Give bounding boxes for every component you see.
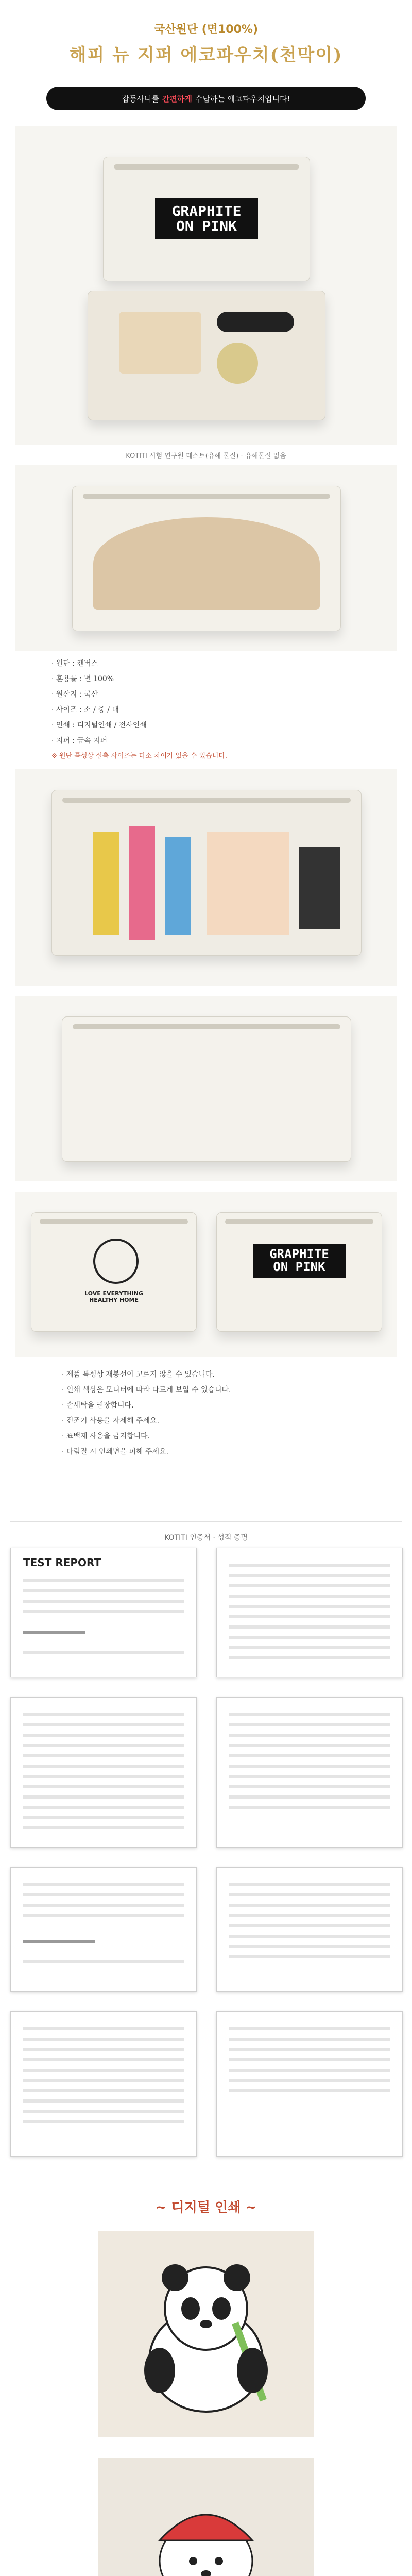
product-title: 해피 뉴 지퍼 에코파우치(천막이): [69, 45, 343, 65]
report-doc-4: [216, 1697, 403, 1848]
notice-item: · 제품 특성상 재봉선이 고르지 않을 수 있습니다.: [62, 1370, 215, 1379]
notice-item: · 인쇄 색상은 모니터에 따라 다르게 보일 수 있습니다.: [62, 1386, 231, 1394]
digital-title-text: 디지털 인쇄: [171, 2200, 241, 2215]
item-lipstick: [217, 312, 294, 332]
pouch-filled: [52, 790, 362, 956]
item-pen: [129, 826, 155, 940]
notice-item: · 건조기 사용을 자제해 주세요.: [62, 1417, 159, 1425]
digital-panda-art: [98, 2231, 314, 2437]
spec-item: · 혼용률 : 면 100%: [52, 675, 114, 683]
spec-item: · 인쇄 : 디지털인쇄 / 전사인쇄: [52, 721, 147, 730]
report-doc-1: [10, 1548, 197, 1677]
pouch-inner: [93, 517, 320, 610]
report-doc-8: [216, 2011, 403, 2157]
pouch-empty: [72, 486, 341, 631]
item-case: [299, 847, 340, 929]
report-doc-3: [10, 1697, 197, 1848]
pouch-front: [103, 157, 310, 281]
zipper-icon: [73, 1024, 340, 1029]
item-compact: [217, 343, 258, 384]
spec-item: · 지퍼 : 금속 지퍼: [52, 737, 108, 745]
graphite-logo: [155, 198, 258, 239]
notice-item: · 손세탁을 권장합니다.: [62, 1401, 134, 1410]
pouch-open: [88, 291, 325, 420]
test-report-grid: [0, 1548, 412, 2166]
logo-line1: GRAPHITE: [171, 202, 242, 219]
divider: [10, 1521, 402, 1522]
small-logo-line1: LOVE EVERYTHING: [84, 1290, 143, 1297]
doc-heading: TEST REPORT: [23, 1556, 101, 1569]
zipper-icon: [225, 1219, 373, 1224]
notice-item: · 다림질 시 인쇄면을 피해 주세요.: [62, 1448, 168, 1456]
two-pouches-photo: [15, 1192, 397, 1357]
logo-line2: ON PINK: [273, 1260, 325, 1275]
pouch-flat: [62, 1016, 351, 1162]
intro-banner: [46, 87, 366, 110]
notice-list: [62, 1367, 350, 1460]
pouch-large: [216, 1212, 382, 1332]
origin-badge: 국산원단 (면100%): [154, 23, 258, 36]
test-caption: KOTITI 시험 연구원 테스트(유해 물질) - 유해물질 없음: [126, 452, 286, 460]
hero-product-photo: [15, 126, 397, 445]
test-section-title: KOTITI 인증서 · 성적 증명: [164, 1534, 248, 1542]
small-logo-line2: HEALTHY HOME: [89, 1297, 139, 1303]
digital-print-title: ~ 디지털 인쇄 ~: [155, 2200, 257, 2215]
zipper-icon: [62, 798, 351, 803]
zipper-icon: [83, 494, 330, 499]
spec-note: ※ 원단 특성상 실측 사이즈는 다소 차이가 있을 수 있습니다.: [52, 752, 228, 760]
header: [0, 0, 412, 66]
banner-prefix: 잡동사니를: [122, 94, 159, 104]
spec-list: [52, 656, 360, 764]
spec-item: · 원산지 : 국산: [52, 690, 98, 699]
banner-suffix: 수납하는 에코파우치입니다!: [195, 94, 290, 104]
cup-icon: [93, 1239, 139, 1284]
empty-pouch-photo: [15, 465, 397, 651]
item-notebook: [207, 832, 289, 935]
item-pen: [165, 837, 191, 935]
report-doc-6: [216, 1867, 403, 1992]
small-logo-text: [62, 1290, 165, 1303]
notice-item: · 표백제 사용을 금지합니다.: [62, 1432, 150, 1440]
report-doc-7: [10, 2011, 197, 2157]
item-wallet: [119, 312, 201, 374]
report-doc-5: [10, 1867, 197, 1992]
banner-highlight: 간편하게: [162, 94, 192, 104]
filled-pouch-photo: [15, 769, 397, 986]
graphite-logo: [253, 1244, 346, 1278]
digital-dog-art: [98, 2458, 314, 2576]
logo-line1: GRAPHITE: [269, 1247, 329, 1261]
item-pen: [93, 832, 119, 935]
dog-illustration: [98, 2458, 314, 2576]
spec-item: · 원단 : 캔버스: [52, 659, 98, 668]
logo-line2: ON PINK: [176, 217, 237, 235]
flat-pouch-photo: [15, 996, 397, 1181]
spec-item: · 사이즈 : 소 / 중 / 대: [52, 706, 119, 714]
report-doc-2: [216, 1548, 403, 1677]
zipper-icon: [40, 1219, 188, 1224]
zipper-icon: [114, 164, 299, 170]
pouch-small: [31, 1212, 197, 1332]
panda-illustration: [98, 2231, 314, 2437]
